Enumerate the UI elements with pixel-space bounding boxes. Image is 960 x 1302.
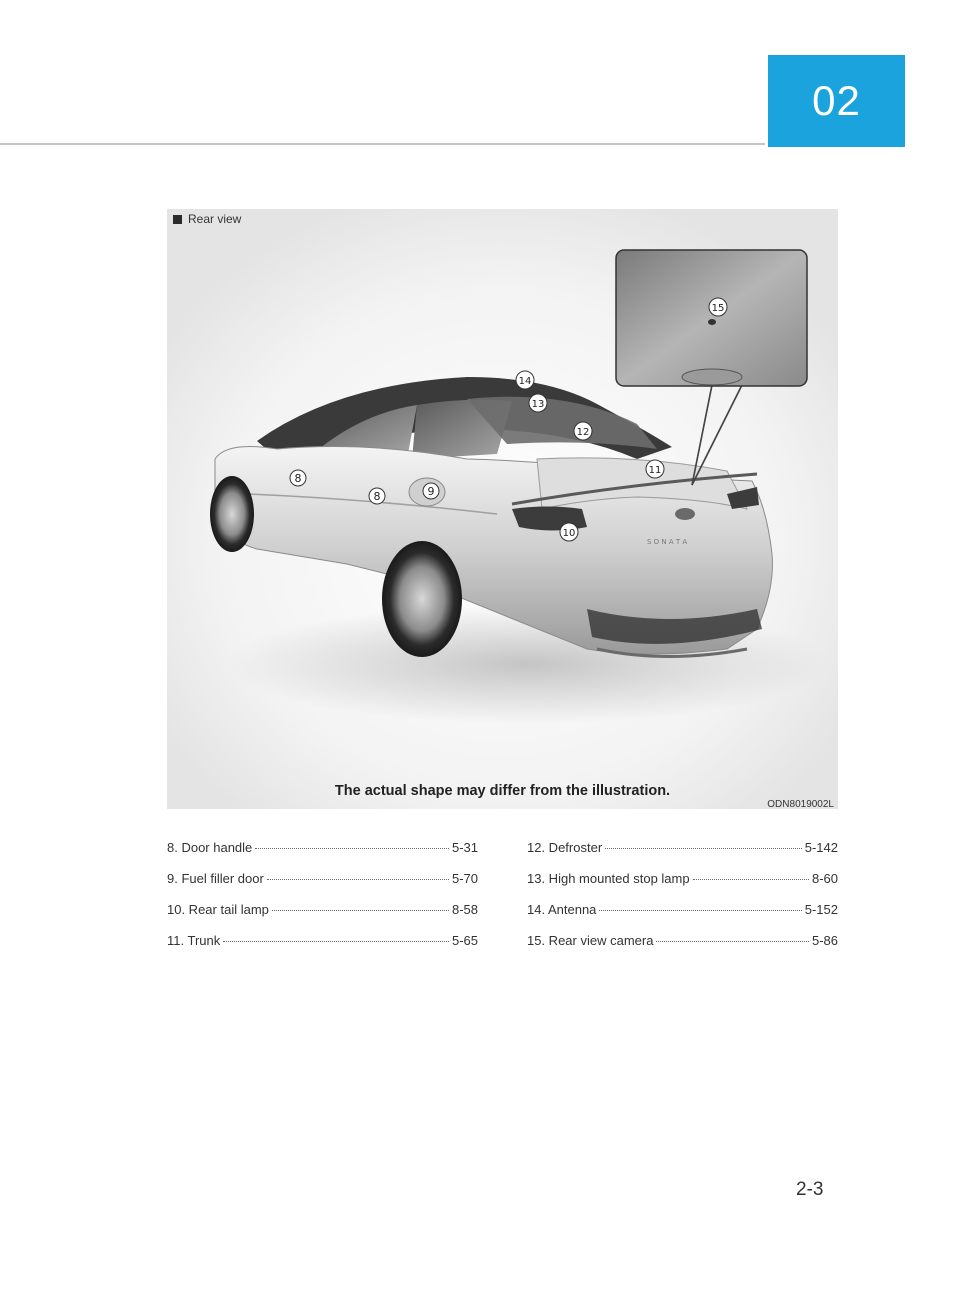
- index-item: [527, 840, 838, 871]
- figure-heading-text: Rear view: [188, 212, 242, 226]
- callout-14: [516, 371, 534, 389]
- index-page: 8-58: [451, 902, 478, 917]
- rear-view-figure: [167, 209, 838, 809]
- index-label: 15. Rear view camera: [527, 933, 654, 948]
- leader-dots: [605, 848, 802, 849]
- index-page: 5-70: [451, 871, 478, 886]
- index-page: 8-60: [811, 871, 838, 886]
- index-item: [167, 840, 478, 871]
- callout-12: [574, 422, 592, 440]
- index-page: 5-65: [451, 933, 478, 948]
- index-label: 10. Rear tail lamp: [167, 902, 269, 917]
- square-bullet-icon: [173, 215, 182, 224]
- chapter-tab: [768, 55, 905, 147]
- index-label: 11. Trunk: [167, 933, 221, 948]
- figure-code: ODN8019002L: [767, 799, 834, 809]
- index-item: [167, 933, 478, 964]
- header-rule: [0, 143, 765, 145]
- index-label: 8. Door handle: [167, 840, 253, 855]
- svg-text:8: 8: [294, 472, 302, 485]
- trunk-badge: S O N A T A: [647, 538, 688, 546]
- index-page: 5-142: [804, 840, 838, 855]
- svg-text:10: 10: [562, 528, 576, 539]
- index-item: [527, 933, 838, 964]
- index-page: 5-86: [811, 933, 838, 948]
- leader-dots: [223, 941, 449, 942]
- svg-text:8: 8: [373, 490, 381, 503]
- index-label: 12. Defroster: [527, 840, 603, 855]
- index-column-left: [167, 840, 478, 964]
- svg-text:13: 13: [531, 399, 545, 410]
- leader-dots: [656, 941, 809, 942]
- callout-8a: [290, 470, 306, 486]
- chapter-number: 02: [812, 77, 861, 124]
- callout-8b: [369, 488, 385, 504]
- index-label: 14. Antenna: [527, 902, 597, 917]
- index-item: [167, 871, 478, 902]
- callout-9: [423, 483, 439, 499]
- svg-text:11: 11: [648, 465, 662, 476]
- callout-11: [646, 460, 664, 478]
- index-column-right: [527, 840, 838, 964]
- car-rear-illustration: [167, 209, 838, 809]
- index-page: 5-31: [451, 840, 478, 855]
- callout-13: [529, 394, 547, 412]
- callout-10: [560, 523, 578, 541]
- leader-dots: [255, 848, 449, 849]
- svg-text:12: 12: [576, 427, 590, 438]
- svg-text:15: 15: [711, 303, 725, 314]
- index-item: [167, 902, 478, 933]
- index-label: 9. Fuel filler door: [167, 871, 264, 886]
- figure-caption: The actual shape may differ from the illustration.: [334, 783, 671, 799]
- svg-text:9: 9: [427, 485, 435, 498]
- index-item: [527, 871, 838, 902]
- leader-dots: [267, 879, 449, 880]
- figure-heading: [173, 212, 241, 226]
- index-label: 13. High mounted stop lamp: [527, 871, 690, 886]
- leader-dots: [599, 910, 801, 911]
- svg-text:14: 14: [518, 376, 532, 387]
- page-number: 2-3: [796, 1179, 824, 1200]
- index-page: 5-152: [804, 902, 838, 917]
- leader-dots: [693, 879, 809, 880]
- leader-dots: [272, 910, 449, 911]
- index-item: [527, 902, 838, 933]
- callout-15: [709, 298, 727, 316]
